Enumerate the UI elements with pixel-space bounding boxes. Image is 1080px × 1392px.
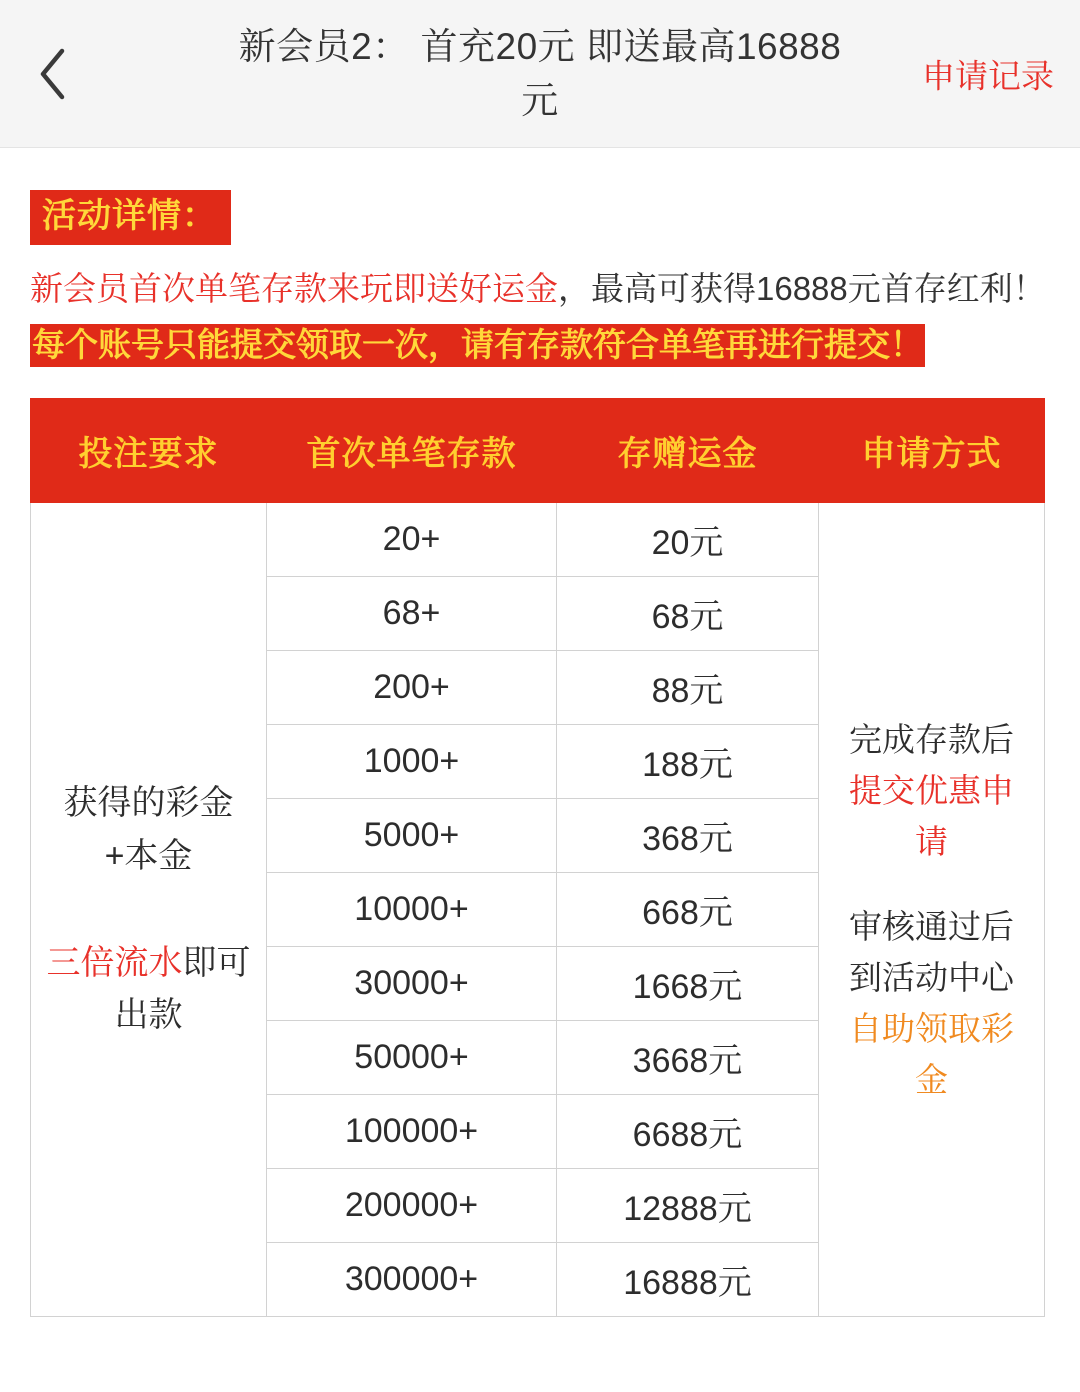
deposit-cell: 20+ (267, 503, 557, 577)
deposit-cell: 100000+ (267, 1095, 557, 1169)
bonus-cell: 668元 (557, 873, 819, 947)
method-line-3: 审核通过后到活动中心 (849, 907, 1014, 997)
bonus-cell: 3668元 (557, 1021, 819, 1095)
wager-line-1: 获得的彩金 (63, 784, 234, 823)
application-method-cell (819, 503, 1045, 1317)
deposit-cell: 68+ (267, 577, 557, 651)
bonus-table (30, 398, 1045, 1317)
method-line-1: 完成存款后 (849, 720, 1014, 758)
deposit-cell: 5000+ (267, 799, 557, 873)
page-header (0, 0, 1080, 148)
chevron-left-icon (36, 46, 70, 102)
wager-line-2: +本金 (104, 836, 193, 875)
bonus-cell: 368元 (557, 799, 819, 873)
bonus-cell: 1668元 (557, 947, 819, 1021)
details-heading: 活动详情： (30, 190, 231, 245)
bonus-cell: 188元 (557, 725, 819, 799)
bonus-cell: 20元 (557, 503, 819, 577)
table-header-row (31, 399, 1045, 503)
deposit-cell: 10000+ (267, 873, 557, 947)
application-records-link[interactable]: 申请记录 (922, 57, 1054, 94)
deposit-cell: 50000+ (267, 1021, 557, 1095)
bonus-cell: 16888元 (557, 1243, 819, 1317)
column-header-wager: 投注要求 (31, 399, 267, 503)
back-button[interactable] (22, 43, 84, 105)
deposit-cell: 200+ (267, 651, 557, 725)
deposit-cell: 300000+ (267, 1243, 557, 1317)
details-text-highlight: 每个账号只能提交领取一次，请有存款符合单笔再进行提交！ (30, 324, 925, 367)
details-text-red: 新会员首次单笔存款来玩即送好运金 (30, 269, 558, 307)
bonus-cell: 6688元 (557, 1095, 819, 1169)
page-title: 新会员2： 首充20元 即送最高16888元 (238, 25, 842, 121)
bonus-cell: 88元 (557, 651, 819, 725)
bonus-cell: 12888元 (557, 1169, 819, 1243)
column-header-method: 申请方式 (819, 399, 1045, 503)
wager-line-3 (43, 937, 254, 1042)
wager-line-3-red: 三倍流水 (46, 943, 183, 982)
wager-line-3-rest: 即可出款 (114, 943, 251, 1035)
details-text-plain: ，最高可获得16888元首存红利！ (558, 269, 1046, 307)
method-line-2: 提交优惠申请 (849, 771, 1014, 860)
table-row (31, 503, 1045, 577)
bonus-cell: 68元 (557, 577, 819, 651)
deposit-cell: 200000+ (267, 1169, 557, 1243)
column-header-bonus: 存赠运金 (557, 399, 819, 503)
deposit-cell: 30000+ (267, 947, 557, 1021)
method-line-4: 自助领取彩金 (849, 1010, 1014, 1099)
column-header-deposit: 首次单笔存款 (267, 399, 557, 503)
wager-requirement-cell (31, 503, 267, 1317)
deposit-cell: 1000+ (267, 725, 557, 799)
details-paragraph (30, 261, 1050, 375)
activity-details-section (0, 148, 1080, 1317)
